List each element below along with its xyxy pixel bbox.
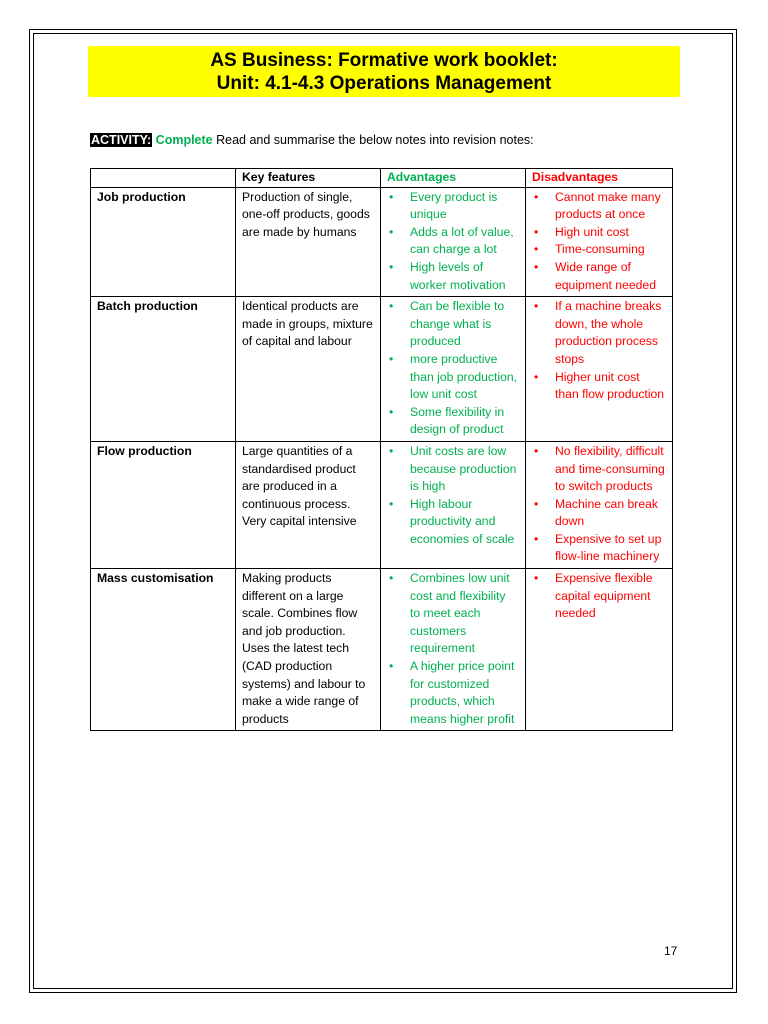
advantages-cell: [381, 297, 526, 442]
method-name: Job production: [91, 187, 236, 297]
advantage-item: • Unit costs are low because production is high: [387, 443, 519, 496]
header-blank: [91, 169, 236, 188]
advantage-item: • A higher price point for customized products, which means higher profit: [387, 658, 519, 728]
disadvantage-item: • Higher unit cost than flow production: [532, 369, 666, 404]
advantage-item: • more productive than job production, low unit cost: [387, 351, 519, 404]
disadvantage-item: • If a machine breaks down, the whole production process stops: [532, 298, 666, 368]
table-row: [91, 569, 673, 731]
disadvantage-item: • Wide range of equipment needed: [532, 259, 666, 294]
advantages-cell: [381, 441, 526, 568]
table-row: [91, 441, 673, 568]
advantages-cell: [381, 187, 526, 297]
advantage-item: • Combines low unit cost and flexibility to meet each customers requirement: [387, 570, 519, 658]
advantage-item: • Can be flexible to change what is produced: [387, 298, 519, 351]
disadvantages-cell: [526, 441, 673, 568]
disadvantage-item: • Time-consuming: [532, 241, 666, 259]
page-number: 17: [664, 944, 678, 958]
title-banner: [88, 46, 680, 97]
disadvantage-item: • No flexibility, difficult and time-consuming to switch products: [532, 443, 666, 496]
activity-text: Read and summarise the below notes into revision notes:: [216, 133, 534, 147]
advantage-item: • High levels of worker motivation: [387, 259, 519, 294]
activity-tag: ACTIVITY:: [91, 133, 152, 147]
production-methods-table: [90, 168, 673, 731]
advantages-cell: [381, 569, 526, 731]
header-disadvantages: Disadvantages: [526, 169, 673, 188]
header-key-features: Key features: [236, 169, 381, 188]
disadvantage-item: • Cannot make many products at once: [532, 189, 666, 224]
method-name: Flow production: [91, 441, 236, 568]
advantage-item: • Every product is unique: [387, 189, 519, 224]
table-header-row: [91, 169, 673, 188]
title-line-2: Unit: 4.1-4.3 Operations Management: [216, 72, 552, 94]
disadvantage-item: • High unit cost: [532, 224, 666, 242]
key-features: Production of single, one-off products, goods are made by humans: [236, 187, 381, 297]
disadvantages-cell: [526, 569, 673, 731]
header-advantages: Advantages: [381, 169, 526, 188]
disadvantages-cell: [526, 297, 673, 442]
advantage-item: • High labour productivity and economies of scale: [387, 496, 519, 549]
key-features: Large quantities of a standardised product are produced in a continuous process. Very capital intensive: [236, 441, 381, 568]
table-row: [91, 297, 673, 442]
activity-keyword: Complete: [155, 133, 213, 147]
key-features: Making products different on a large scale. Combines flow and job production. Uses the latest tech (CAD production systems) and labour to make a wide range of products: [236, 569, 381, 731]
title-line-1: AS Business: Formative work booklet:: [210, 49, 558, 71]
disadvantage-item: • Machine can break down: [532, 496, 666, 531]
disadvantage-item: • Expensive flexible capital equipment needed: [532, 570, 666, 623]
key-features: Identical products are made in groups, mixture of capital and labour: [236, 297, 381, 442]
table-row: [91, 187, 673, 297]
activity-instruction: [90, 133, 534, 147]
disadvantage-item: • Expensive to set up flow-line machinery: [532, 531, 666, 566]
method-name: Mass customisation: [91, 569, 236, 731]
advantage-item: • Adds a lot of value, can charge a lot: [387, 224, 519, 259]
method-name: Batch production: [91, 297, 236, 442]
disadvantages-cell: [526, 187, 673, 297]
advantage-item: • Some flexibility in design of product: [387, 404, 519, 439]
